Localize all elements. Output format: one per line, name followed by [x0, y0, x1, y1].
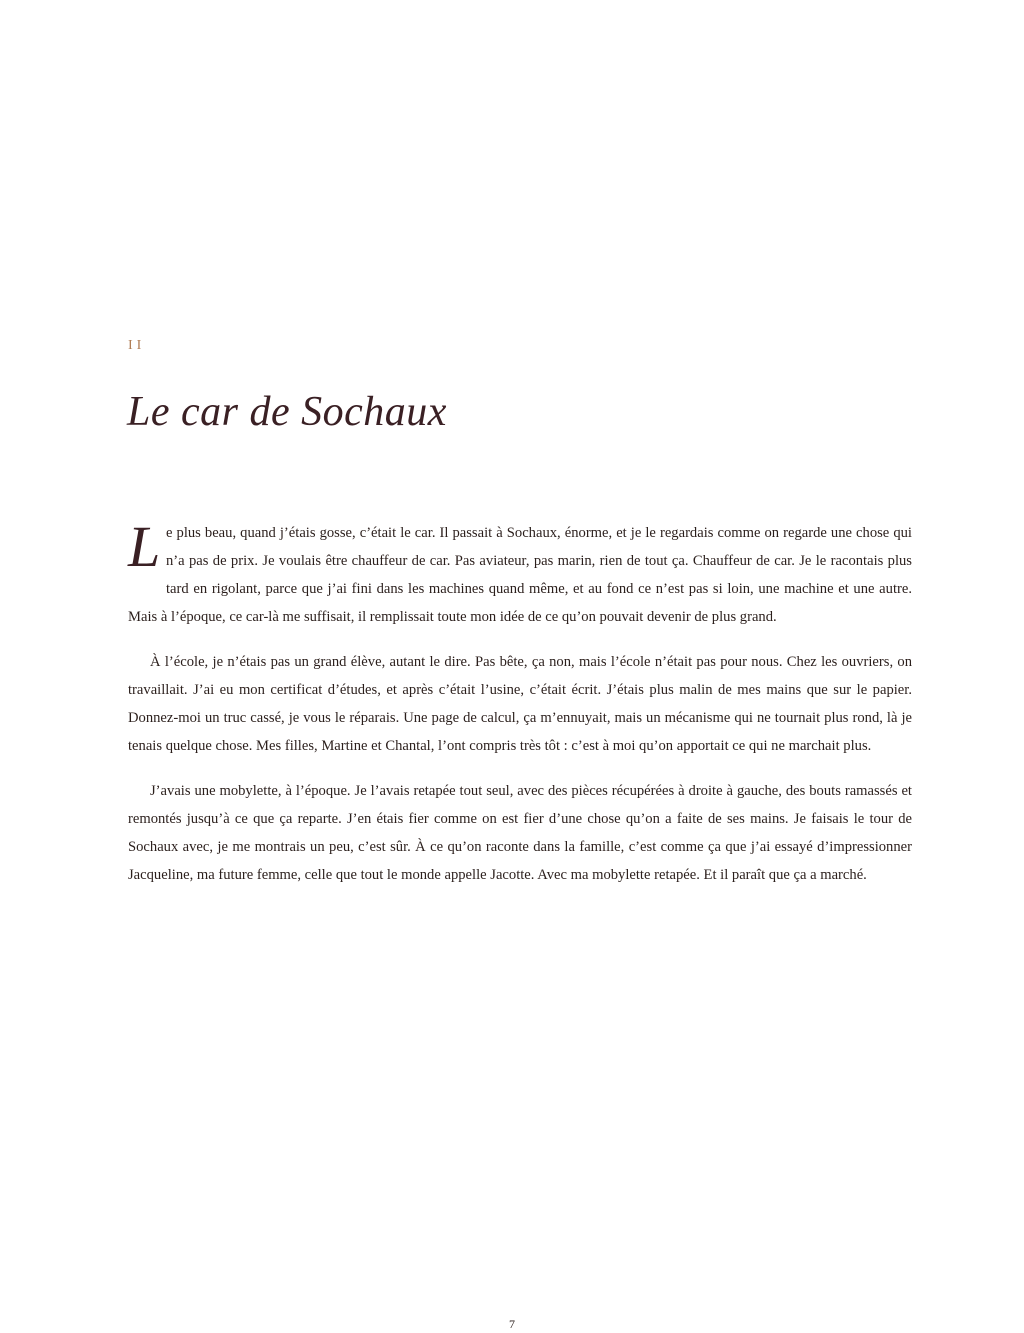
- paragraph-3: J’avais une mobylette, à l’époque. Je l’avais retapée tout seul, avec des pièces récupérées à droite à gauche, des bouts ramassés et remontés jusqu’à ce que ça reparte. J’en étais fier comme on est fier d’une chose qu’on a faite de ses mains. Je faisais le tour de Sochaux avec, je me montrais un peu, c’est sûr. À ce qu’on raconte dans la famille, c’est comme ça que j’ai essayé d’impressionner Jacqueline, ma future femme, celle que tout le monde appelle Jacotte. Avec ma mobylette retapée. Et il paraît que ça a marché.: [128, 783, 912, 883]
- chapter-body: [128, 514, 912, 906]
- paragraph-1: [128, 514, 912, 631]
- paragraph-1-text: e plus beau, quand j’étais gosse, c’était le car. Il passait à Sochaux, énorme, et je le regardais comme on regarde une chose qui n’a pas de prix. Je voulais être chauffeur de car. Pas aviateur, pas marin, rien de tout ça. Chauffeur de car. Je le racontais plus tard en rigolant, parce que j’ai fini dans les machines quand même, et au fond ce n’est pas si loin, une machine et une autre. Mais à l’époque, ce car-là me suffisait, il remplissait toute mon idée de ce qu’on pouvait devenir de plus grand.: [128, 525, 912, 625]
- chapter-title: Le car de Sochaux: [127, 389, 447, 435]
- paragraph-2: À l’école, je n’étais pas un grand élève, autant le dire. Pas bête, ça non, mais l’école n’était pas pour nous. Chez les ouvriers, on travaillait. J’ai eu mon certificat d’études, et après c’était l’usine, c’était écrit. J’étais plus malin de mes mains que sur le papier. Donnez-moi un truc cassé, je vous le réparais. Une page de calcul, ça m’ennuyait, mais un mécanisme qui ne tournait plus rond, là je tenais quelque chose. Mes filles, Martine et Chantal, l’ont compris très tôt : c’est à moi qu’on apportait ce qui ne marchait plus.: [128, 654, 912, 754]
- chapter-number: II: [128, 338, 146, 353]
- page-number: 7: [509, 1317, 515, 1331]
- drop-cap: L: [128, 514, 161, 579]
